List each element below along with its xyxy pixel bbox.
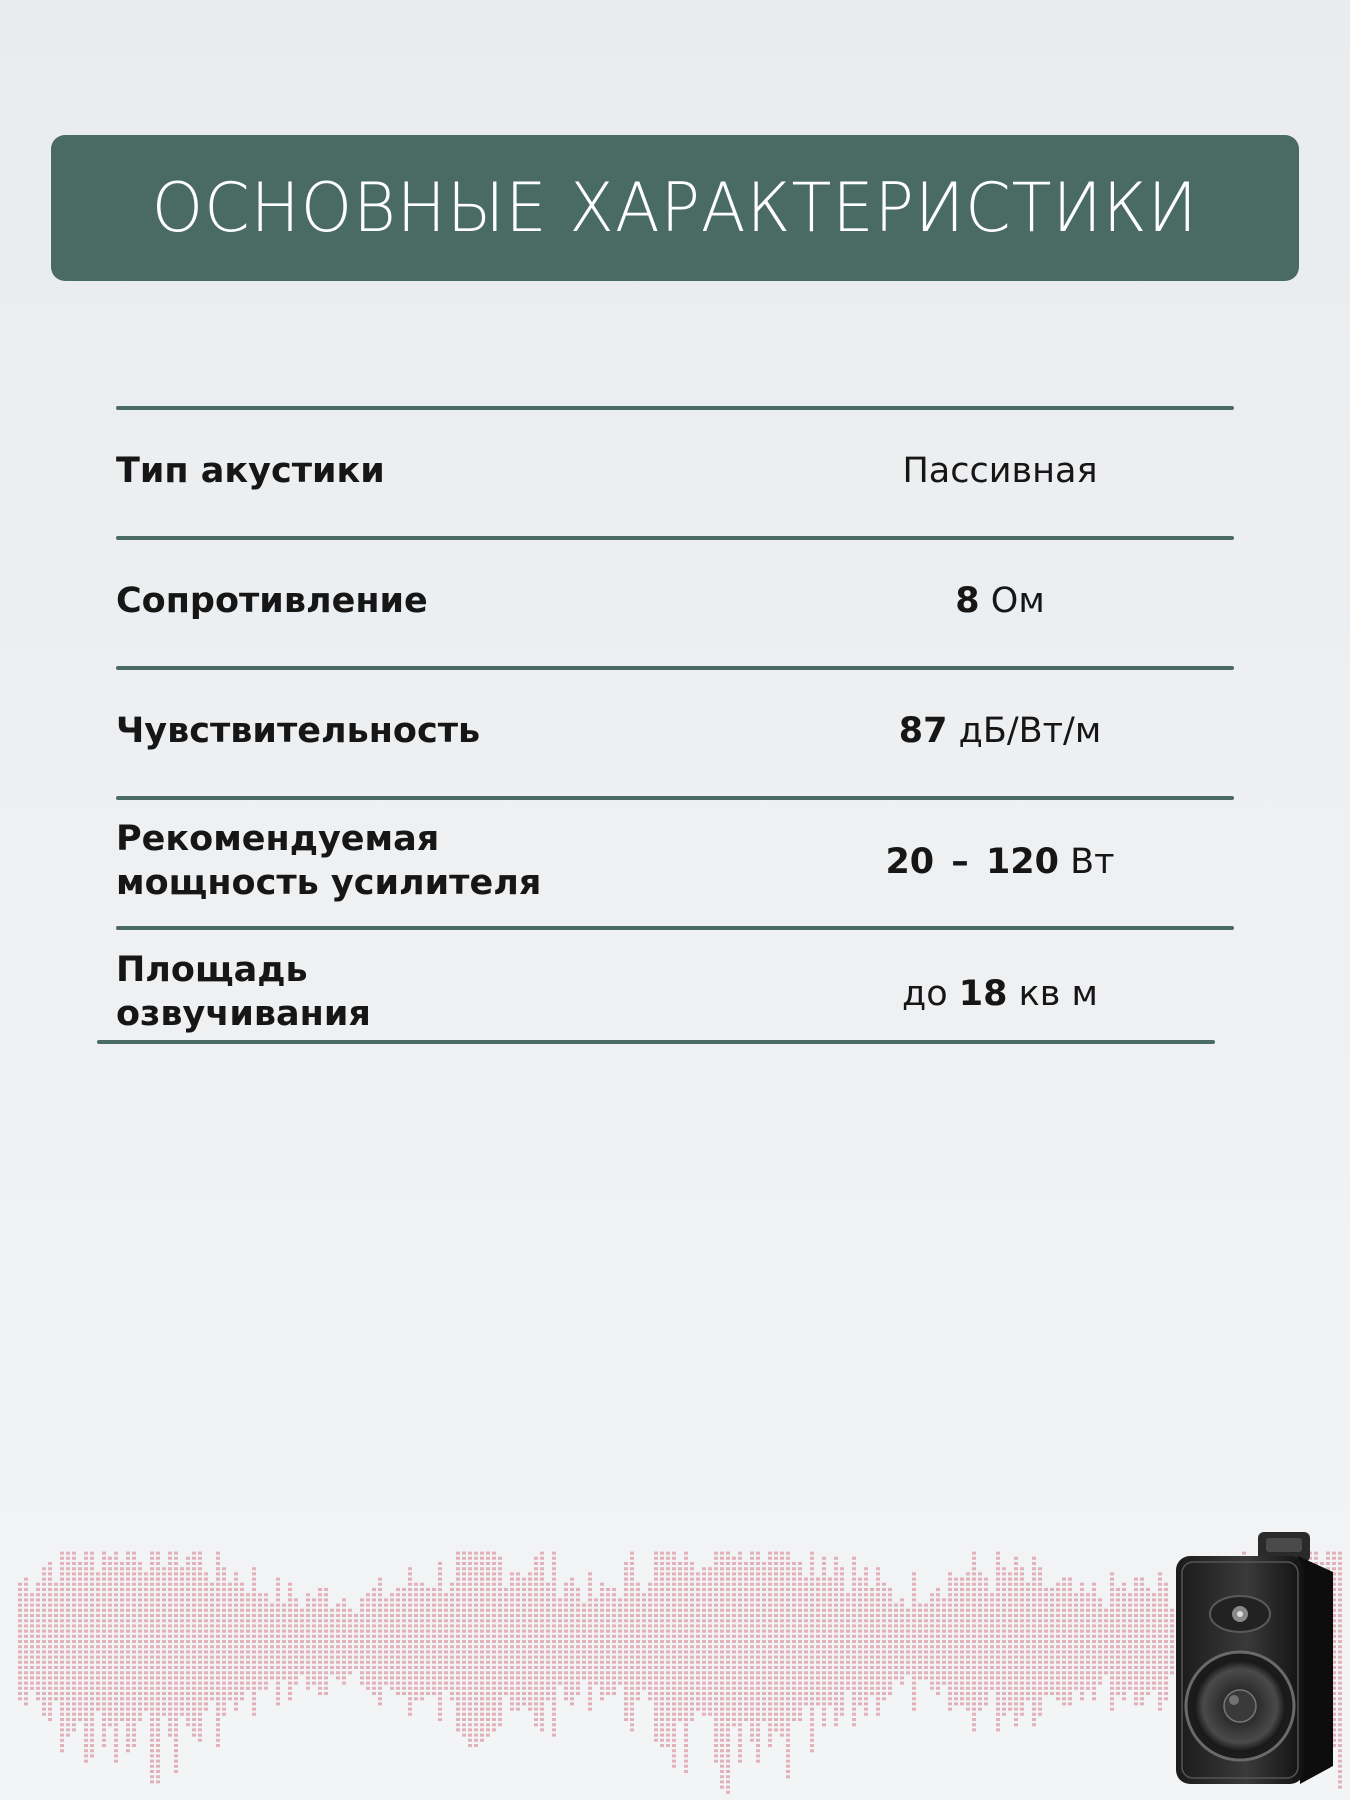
spec-value-unit: дБ/Вт/м [958, 711, 1102, 751]
spec-label-amplifier-power: Рекомендуемая мощность усилителя [116, 819, 542, 903]
spec-value-amplifier-power [700, 840, 1300, 884]
title-banner [51, 135, 1299, 281]
spec-value-sensitivity [700, 709, 1300, 753]
table-divider [116, 926, 1234, 930]
spec-value-unit: Пассивная [902, 451, 1098, 491]
spec-value-coverage-area [700, 972, 1300, 1016]
spec-value-number: 20 [885, 842, 935, 882]
table-divider [116, 536, 1234, 540]
spec-value-prefix: до [902, 974, 948, 1014]
spec-value-number-max: 120 [985, 842, 1059, 882]
spec-value-unit: Ом [990, 581, 1045, 621]
spec-value-number: 18 [958, 974, 1008, 1014]
spec-value-unit: Вт [1070, 842, 1115, 882]
spec-value-acoustic-type [700, 449, 1300, 493]
spec-label-acoustic-type: Тип акустики [116, 451, 385, 491]
spec-label-sensitivity: Чувствительность [116, 711, 481, 751]
spec-value-number: 8 [955, 581, 980, 621]
spec-value-unit: кв м [1018, 974, 1098, 1014]
spec-label-coverage-area: Площадь озвучивания [116, 950, 371, 1034]
sound-waveform-graphic [0, 1550, 1350, 1800]
spec-value-number: 87 [898, 711, 948, 751]
spec-label-impedance: Сопротивление [116, 581, 428, 621]
range-separator: – [951, 842, 969, 882]
table-divider [116, 406, 1234, 410]
speaker-image [1168, 1528, 1338, 1788]
page-title: ОСНОВНЫЕ ХАРАКТЕРИСТИКИ [151, 168, 1199, 248]
table-divider [116, 666, 1234, 670]
spec-value-impedance [700, 579, 1300, 623]
waveform-dots [18, 1550, 1342, 1794]
table-divider [97, 1040, 1215, 1044]
table-divider [116, 796, 1234, 800]
